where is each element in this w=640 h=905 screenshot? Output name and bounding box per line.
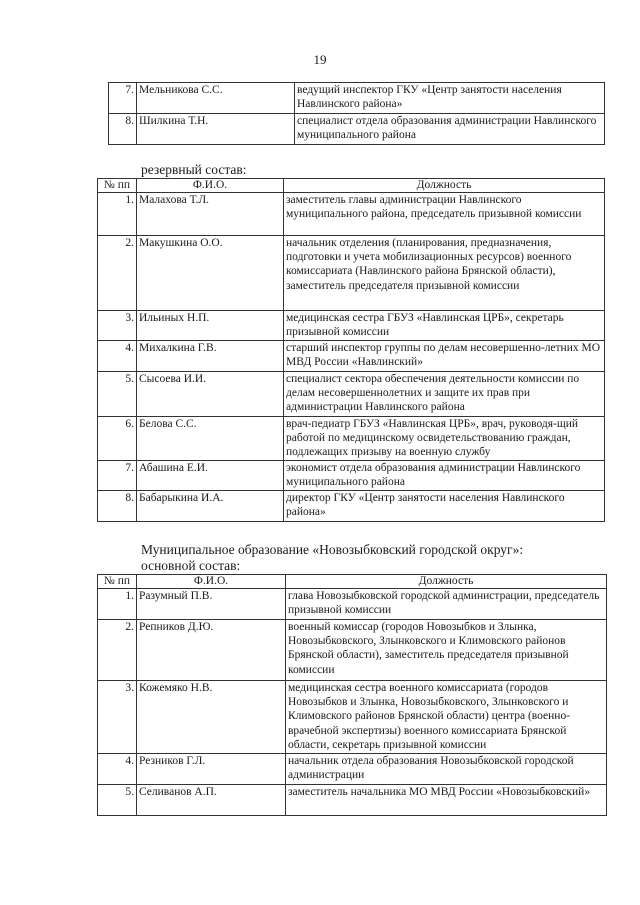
row-position: начальник отдела образования Новозыбковской городской администрации	[286, 754, 607, 785]
row-number: 2.	[98, 620, 137, 681]
table-row	[98, 589, 607, 620]
novozybkov-heading-line2: основной состав:	[141, 558, 241, 573]
table-row	[109, 83, 605, 114]
table-header-row	[98, 179, 605, 193]
row-position: ведущий инспектор ГКУ «Центр занятости населения Навлинского района»	[295, 83, 605, 114]
table-row	[98, 417, 605, 461]
table-row	[98, 620, 607, 681]
row-position: врач-педиатр ГБУЗ «Навлинская ЦРБ», врач, руководя-щий работой по медицинскому освидетельствованию граждан, подлежащих призыву на военную службу	[284, 417, 605, 461]
header-num: № пп	[98, 179, 137, 193]
row-position: заместитель начальника МО МВД России «Новозыбковский»	[286, 785, 607, 816]
page-number: 19	[313, 52, 327, 67]
table-row	[98, 341, 605, 372]
row-position: военный комиссар (городов Новозыбков и Злынка, Новозыбковского, Злынковского и Климовского районов Брянской области), заместитель председателя призывной комиссии	[286, 620, 607, 681]
row-position: экономист отдела образования администрации Навлинского муниципального района	[284, 461, 605, 491]
row-name: Селиванов А.П.	[137, 785, 286, 816]
row-name: Резников Г.Л.	[137, 754, 286, 785]
row-number: 3.	[98, 311, 137, 341]
row-number: 1.	[98, 193, 137, 236]
row-name: Малахова Т.Л.	[137, 193, 284, 236]
table-row	[98, 311, 605, 341]
row-position: заместитель главы администрации Навлинского муниципального района, председатель призывной комиссии	[284, 193, 605, 236]
row-name: Бабарыкина И.А.	[137, 491, 284, 522]
reserve-heading: резервный состав:	[141, 162, 247, 177]
row-number: 8.	[109, 114, 137, 145]
table-row	[98, 461, 605, 491]
row-position: специалист сектора обеспечения деятельности комиссии по делам несовершеннолетних и защите их прав при администрации Навлинского района	[284, 372, 605, 417]
header-position: Должность	[284, 179, 605, 193]
row-name: Мельникова С.С.	[137, 83, 295, 114]
row-number: 4.	[98, 754, 137, 785]
row-name: Михалкина Г.В.	[137, 341, 284, 372]
row-name: Сысоева И.И.	[137, 372, 284, 417]
row-position: старший инспектор группы по делам несовершенно-летних МО МВД России «Навлинский»	[284, 341, 605, 372]
row-name: Ильиных Н.П.	[137, 311, 284, 341]
novozybkov-heading	[141, 542, 523, 574]
header-name: Ф.И.О.	[137, 575, 286, 589]
row-name: Шилкина Т.Н.	[137, 114, 295, 145]
header-position: Должность	[286, 575, 607, 589]
row-number: 2.	[98, 236, 137, 311]
row-name: Разумный П.В.	[137, 589, 286, 620]
row-position: медицинская сестра ГБУЗ «Навлинская ЦРБ», секретарь призывной комиссии	[284, 311, 605, 341]
row-name: Макушкина О.О.	[137, 236, 284, 311]
table-row	[98, 236, 605, 311]
header-num: № пп	[98, 575, 137, 589]
row-number: 7.	[98, 461, 137, 491]
row-name: Кожемяко Н.В.	[137, 681, 286, 754]
row-position: медицинская сестра военного комиссариата (городов Новозыбков и Злынка, Новозыбковского, Злынковского и Климовского районов Брянской области) центра (военно-врачебной экспертизы) военного комиссариата Брянской области, секретарь призывной комиссии	[286, 681, 607, 754]
table-header-row	[98, 575, 607, 589]
row-position: директор ГКУ «Центр занятости населения Навлинского района»	[284, 491, 605, 522]
row-number: 5.	[98, 785, 137, 816]
table-row	[98, 491, 605, 522]
table-row	[98, 681, 607, 754]
header-name: Ф.И.О.	[137, 179, 284, 193]
table-row	[98, 193, 605, 236]
table-row	[98, 785, 607, 816]
reserve-table	[97, 178, 605, 522]
table-row	[98, 372, 605, 417]
continuation-table	[108, 82, 605, 145]
row-position: начальник отделения (планирования, предназначения, подготовки и учета мобилизационных ресурсов) военного комиссариата (Навлинского района Брянской области), заместитель председателя призывной комиссии	[284, 236, 605, 311]
novozybkov-table	[97, 574, 607, 816]
row-number: 7.	[109, 83, 137, 114]
table-row	[98, 754, 607, 785]
row-position: глава Новозыбковской городской администрации, председатель призывной комиссии	[286, 589, 607, 620]
table-row	[109, 114, 605, 145]
row-number: 1.	[98, 589, 137, 620]
row-number: 3.	[98, 681, 137, 754]
row-number: 8.	[98, 491, 137, 522]
novozybkov-heading-line1: Муниципальное образование «Новозыбковский городской округ»:	[141, 542, 524, 557]
row-number: 5.	[98, 372, 137, 417]
row-number: 6.	[98, 417, 137, 461]
row-name: Репников Д.Ю.	[137, 620, 286, 681]
row-name: Абашина Е.И.	[137, 461, 284, 491]
row-name: Белова С.С.	[137, 417, 284, 461]
row-number: 4.	[98, 341, 137, 372]
row-position: специалист отдела образования администрации Навлинского муниципального района	[295, 114, 605, 145]
